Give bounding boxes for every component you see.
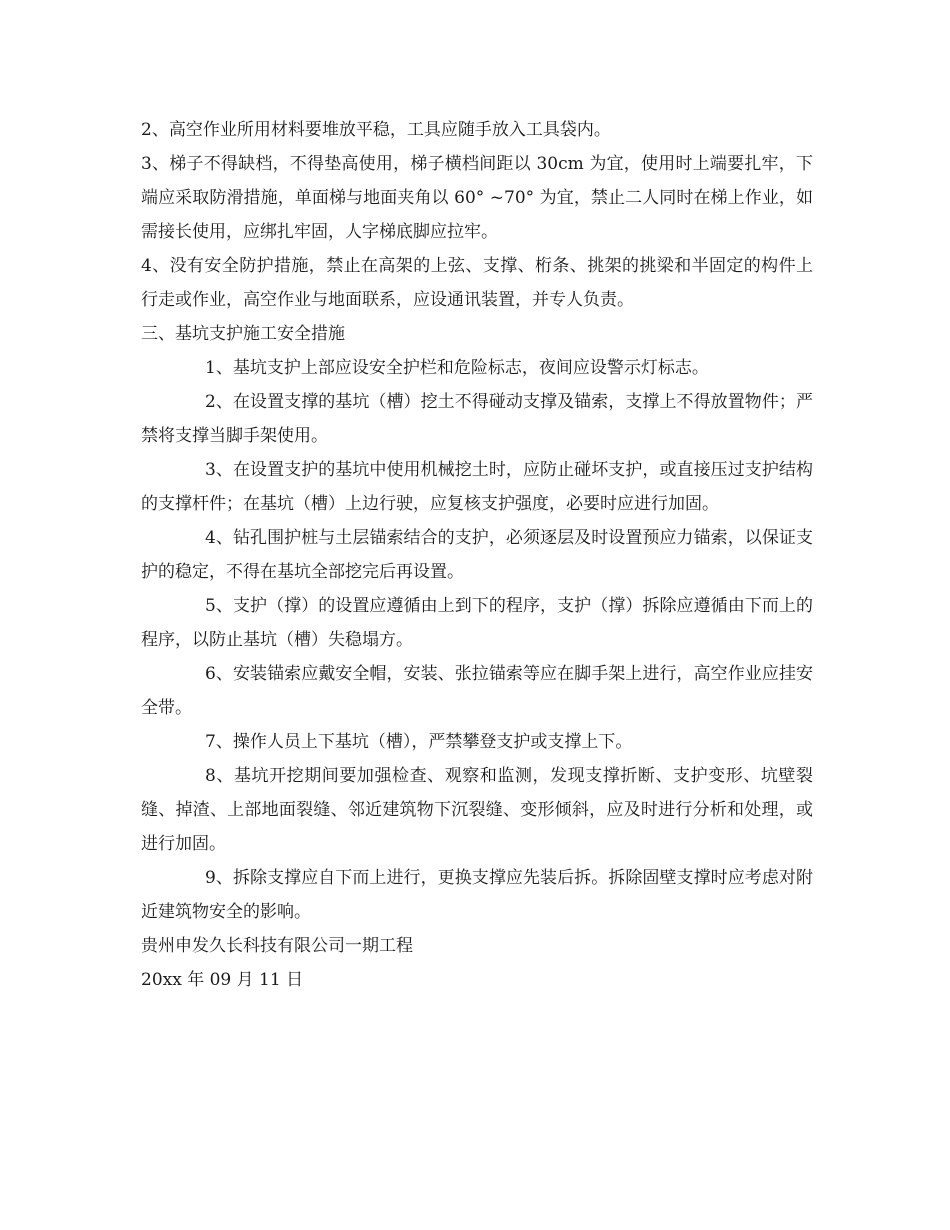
measure-item-9: 9、拆除支撑应自下而上进行，更换支撑应先装后拆。拆除固壁支撑时应考虑对附近建筑物安全的影响。 (141, 868, 813, 922)
measure-item-1: 1、基坑支护上部应设安全护栏和危险标志，夜间应设警示灯标志。 (205, 358, 709, 378)
measure-item-5: 5、支护（撑）的设置应遵循由上到下的程序，支护（撑）拆除应遵循由下而上的程序，以防止基坑（槽）失稳塌方。 (141, 596, 813, 650)
document-body (141, 113, 813, 997)
measure-item-3: 3、在设置支护的基坑中使用机械挖土时，应防止碰坏支护，或直接压过支护结构的支撑杆件；在基坑（槽）上边行驶，应复核支护强度，必要时应进行加固。 (141, 460, 813, 514)
measure-item-8: 8、基坑开挖期间要加强检查、观察和监测，发现支撑折断、支护变形、坑壁裂缝、掉渣、上部地面裂缝、邻近建筑物下沉裂缝、变形倾斜，应及时进行分析和处理，或进行加固。 (141, 766, 813, 854)
document-date: 20xx 年 09 月 11 日 (141, 970, 304, 990)
measure-item-2: 2、在设置支撑的基坑（槽）挖土不得碰动支撑及锚索，支撑上不得放置物件；严禁将支撑当脚手架使用。 (141, 392, 813, 446)
paragraph-item-3: 3、梯子不得缺档，不得垫高使用，梯子横档间距以 30cm 为宜，使用时上端要扎牢，下端应采取防滑措施，单面梯与地面夹角以 60° ~70° 为宜，禁止二人同时在梯上作业，如需接长使用，应绑扎牢固，人字梯底脚应拉牢。 (141, 154, 813, 242)
section-heading: 三、基坑支护施工安全措施 (141, 324, 345, 344)
paragraph-item-4: 4、没有安全防护措施，禁止在高架的上弦、支撑、桁条、挑架的挑梁和半固定的构件上行走或作业，高空作业与地面联系，应设通讯装置，并专人负责。 (141, 256, 813, 310)
company-name: 贵州申发久长科技有限公司一期工程 (141, 936, 413, 956)
measure-item-6: 6、安装锚索应戴安全帽，安装、张拉锚索等应在脚手架上进行，高空作业应挂安全带。 (141, 664, 813, 718)
measure-item-7: 7、操作人员上下基坑（槽），严禁攀登支护或支撑上下。 (205, 732, 633, 752)
measure-item-4: 4、钻孔围护桩与土层锚索结合的支护，必须逐层及时设置预应力锚索，以保证支护的稳定，不得在基坑全部挖完后再设置。 (141, 528, 813, 582)
paragraph-item-2: 2、高空作业所用材料要堆放平稳，工具应随手放入工具袋内。 (141, 120, 611, 140)
